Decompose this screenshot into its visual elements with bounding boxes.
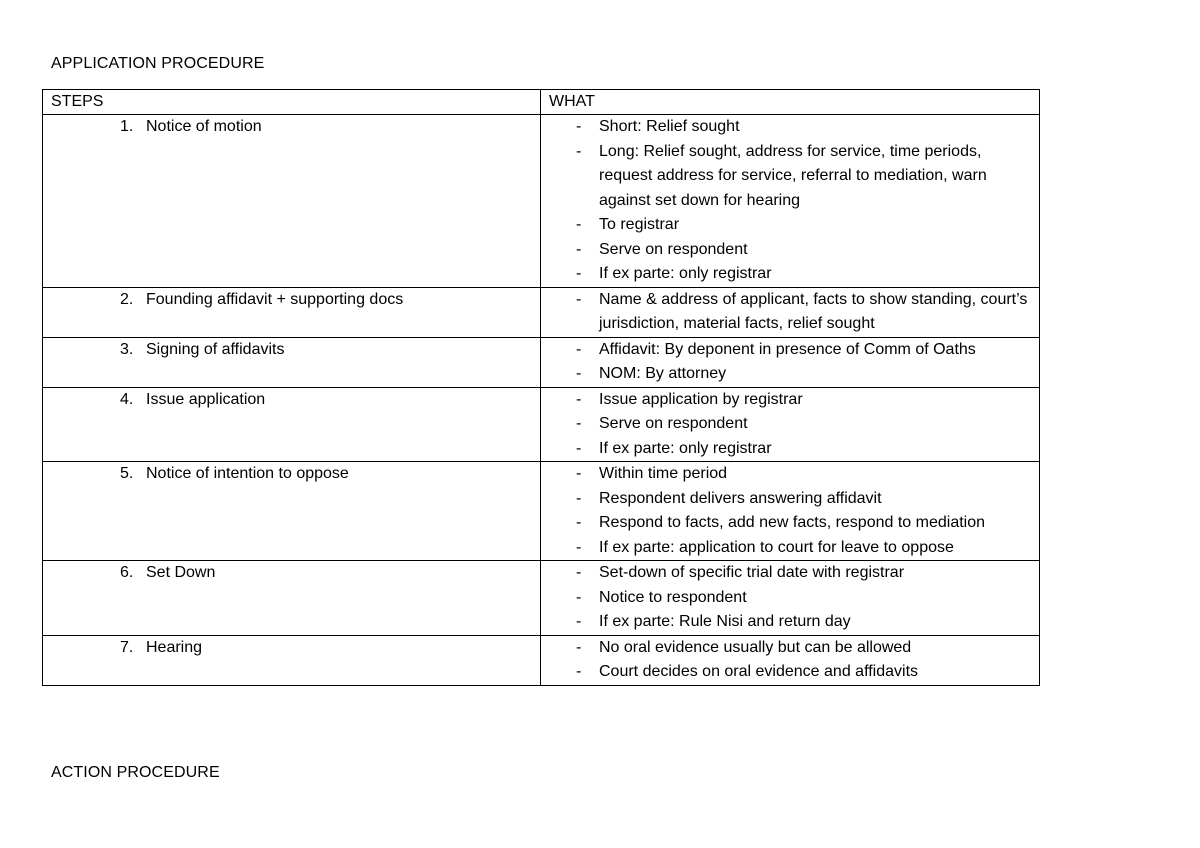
what-list: [541, 115, 1033, 287]
list-item-text: If ex parte: Rule Nisi and return day: [599, 613, 851, 630]
list-item: [541, 536, 1033, 561]
step-cell: [43, 635, 541, 685]
list-item: [541, 586, 1033, 611]
what-cell: [541, 561, 1040, 636]
table-row: [43, 635, 1040, 685]
step-cell: [43, 561, 541, 636]
what-cell: [541, 635, 1040, 685]
table-row: [43, 337, 1040, 387]
dash-bullet-icon: -: [576, 118, 582, 135]
what-list: [541, 561, 1033, 635]
list-item: [541, 262, 1033, 287]
list-item: [541, 610, 1033, 635]
dash-bullet-icon: -: [576, 564, 582, 581]
list-item-text: Serve on respondent: [599, 240, 748, 258]
dash-bullet-icon: -: [576, 514, 582, 531]
dash-bullet-icon: -: [576, 142, 582, 160]
dash-bullet-icon: -: [576, 538, 582, 556]
list-item-text: To registrar: [599, 216, 680, 233]
dash-bullet-icon: -: [576, 390, 582, 408]
what-list: [541, 288, 1033, 337]
dash-bullet-icon: -: [576, 663, 582, 680]
list-item: [541, 338, 1033, 363]
list-item-text: If ex parte: application to court for leave to oppose: [599, 538, 954, 556]
list-item-text: Short: Relief sought: [599, 118, 740, 135]
step-number: 3.: [120, 340, 134, 358]
list-item: [541, 636, 1033, 661]
dash-bullet-icon: -: [576, 588, 582, 606]
table-row: [43, 287, 1040, 337]
list-item: [541, 437, 1033, 462]
what-cell: [541, 337, 1040, 387]
dash-bullet-icon: -: [576, 613, 582, 630]
step-number: 2.: [120, 290, 134, 308]
step-label: Signing of affidavits: [146, 340, 285, 358]
list-item-text: Issue application by registrar: [599, 390, 803, 408]
list-item-text: Respond to facts, add new facts, respond to mediation: [599, 514, 986, 531]
list-item: [541, 388, 1033, 413]
list-item-text: NOM: By attorney: [599, 365, 727, 382]
list-item-text: If ex parte: only registrar: [599, 265, 772, 282]
action-procedure-title: ACTION PROCEDURE: [51, 764, 220, 781]
list-item-text: Long: Relief sought, address for service, time periods, request address for service, referral to mediation, warn against set down for hearing: [599, 142, 987, 209]
list-item-text: Affidavit: By deponent in presence of Comm of Oaths: [599, 340, 976, 358]
step-label: Notice of motion: [146, 118, 262, 135]
step-label: Founding affidavit + supporting docs: [146, 290, 404, 308]
step-label: Issue application: [146, 390, 266, 408]
dash-bullet-icon: -: [576, 216, 582, 233]
step-number: 6.: [120, 564, 134, 581]
dash-bullet-icon: -: [576, 465, 582, 482]
list-item: [541, 487, 1033, 512]
step-cell: [43, 337, 541, 387]
what-list: [541, 636, 1033, 685]
list-item: [541, 288, 1033, 337]
step-number: 7.: [120, 638, 134, 656]
what-list: [541, 338, 1033, 387]
step-number: 1.: [120, 118, 134, 135]
dash-bullet-icon: -: [576, 365, 582, 382]
step-cell: [43, 115, 541, 288]
list-item-text: Set-down of specific trial date with registrar: [599, 564, 905, 581]
list-item: [541, 115, 1033, 140]
step-label: Set Down: [146, 564, 216, 581]
list-item: [541, 213, 1033, 238]
list-item-text: If ex parte: only registrar: [599, 439, 772, 457]
list-item-text: No oral evidence usually but can be allowed: [599, 638, 912, 656]
application-procedure-title: APPLICATION PROCEDURE: [51, 55, 265, 72]
dash-bullet-icon: -: [576, 415, 582, 432]
list-item: [541, 561, 1033, 586]
what-list: [541, 462, 1033, 560]
table-body: [43, 115, 1040, 686]
list-item-text: Court decides on oral evidence and affidavits: [599, 663, 919, 680]
table-row: [43, 561, 1040, 636]
what-cell: [541, 462, 1040, 561]
list-item-text: Serve on respondent: [599, 415, 748, 432]
dash-bullet-icon: -: [576, 489, 582, 507]
table-row: [43, 387, 1040, 462]
list-item-text: Within time period: [599, 465, 728, 482]
list-item-text: Name & address of applicant, facts to show standing, court’s jurisdiction, material facts, relief sought: [599, 290, 1028, 332]
list-item: [541, 660, 1033, 685]
list-item: [541, 140, 1033, 214]
what-cell: [541, 387, 1040, 462]
application-procedure-table: [42, 89, 1040, 686]
step-label: Notice of intention to oppose: [146, 465, 349, 482]
step-label: Hearing: [146, 638, 203, 656]
table-row: [43, 115, 1040, 288]
step-number: 4.: [120, 390, 134, 408]
list-item-text: Notice to respondent: [599, 588, 747, 606]
dash-bullet-icon: -: [576, 439, 582, 457]
what-column-header: WHAT: [541, 90, 1040, 115]
dash-bullet-icon: -: [576, 638, 582, 656]
what-list: [541, 388, 1033, 462]
table-row: [43, 462, 1040, 561]
dash-bullet-icon: -: [576, 265, 582, 282]
step-cell: [43, 287, 541, 337]
list-item: [541, 238, 1033, 263]
list-item: [541, 362, 1033, 387]
step-cell: [43, 387, 541, 462]
step-number: 5.: [120, 465, 134, 482]
what-cell: [541, 287, 1040, 337]
list-item: [541, 462, 1033, 487]
list-item: [541, 412, 1033, 437]
list-item-text: Respondent delivers answering affidavit: [599, 489, 882, 507]
step-cell: [43, 462, 541, 561]
steps-column-header: STEPS: [43, 90, 541, 115]
table-header-row: [43, 90, 1040, 115]
dash-bullet-icon: -: [576, 290, 582, 308]
dash-bullet-icon: -: [576, 340, 582, 358]
what-cell: [541, 115, 1040, 288]
dash-bullet-icon: -: [576, 240, 582, 258]
list-item: [541, 511, 1033, 536]
